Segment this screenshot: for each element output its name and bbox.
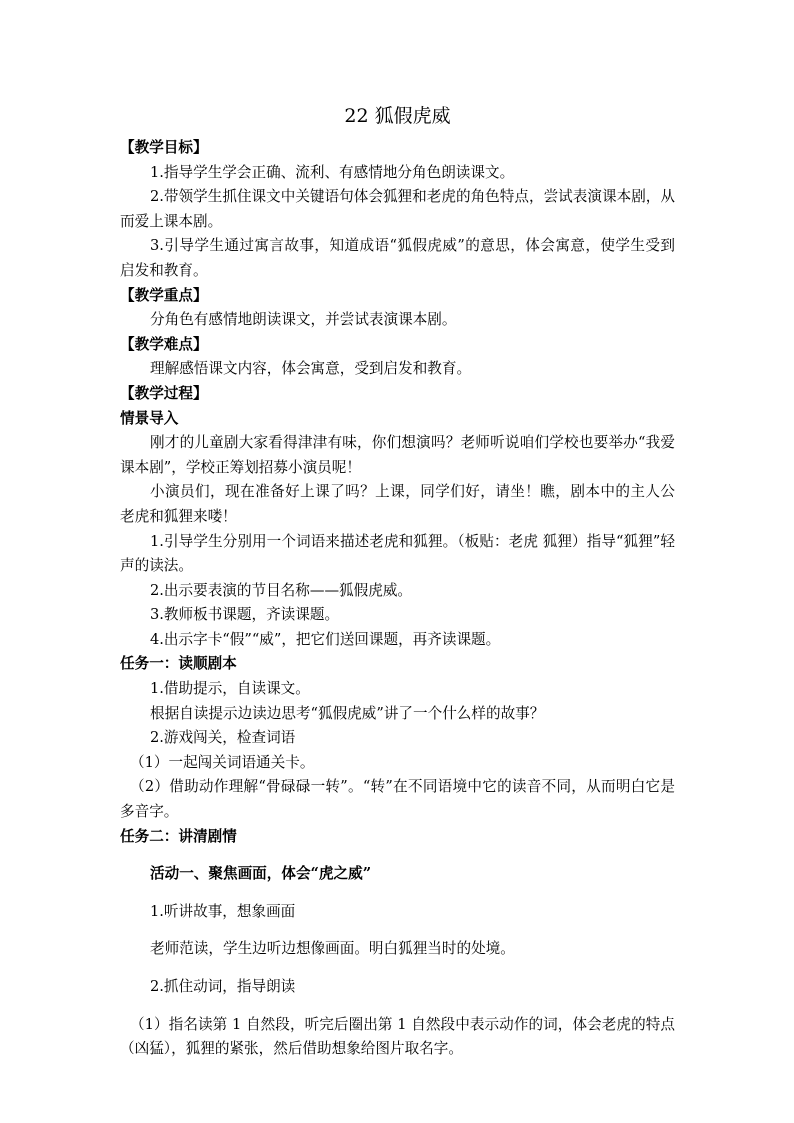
sub-item: （1）一起闯关词语通关卡。 [130,753,315,771]
list-item: 1.借助提示，自读课文。 [150,680,310,698]
intro-heading: 情景导入 [120,409,179,427]
paragraph: 根据自读提示边读边思考“狐假虎威”讲了一个什么样的故事？ [150,704,545,722]
list-item: 1.引导学生分别用一个词语来描述老虎和狐狸。（板贴：老虎 狐狸）指导“狐狸”轻声的读法。 [120,532,675,575]
goal-item: 2.带领学生抓住课文中关键语句体会狐狸和老虎的角色特点，尝试表演课本剧，从而爱上课本剧。 [120,188,675,230]
goal-item: 3.引导学生通过寓言故事，知道成语“狐假虎威”的意思，体会寓意，使学生受到启发和教育。 [120,237,675,279]
goals-heading: 【教学目标】 [120,139,208,156]
paragraph: 刚才的儿童剧大家看得津津有味，你们想演吗？老师听说咱们学校也要举办“我爱课本剧”，学校正筹划招募小演员呢！ [120,434,675,476]
sub-item: （1）指名读第 1 自然段，听完后圈出第 1 自然段中表示动作的词，体会老虎的特点（凶猛），狐狸的紧张，然后借助想象给图片取名字。 [120,1015,675,1058]
sub-item: （2）借助动作理解“骨碌碌一转”。“转”在不同语境中它的读音不同，从而明白它是多音字。 [120,778,675,821]
list-item: 4.出示字卡“假”“威”，把它们送回课题，再齐读课题。 [150,630,501,648]
key-point-heading: 【教学重点】 [120,286,208,304]
page-title: 22 狐假虎威 [344,105,451,127]
task2-heading: 任务二：讲清剧情 [120,827,237,845]
list-item: 3.教师板书课题，齐读课题。 [150,606,340,624]
process-heading: 【教学过程】 [120,384,208,402]
activity-heading: 活动一、聚焦画面，体会“虎之威” [150,865,372,883]
list-item: 2.游戏闯关，检查词语 [150,729,296,747]
goal-item: 1.指导学生学会正确、流利、有感情地分角色朗读课文。 [150,163,515,181]
difficulty-text: 理解感悟课文内容，体会寓意，受到启发和教育。 [150,360,472,378]
key-point-text: 分角色有感情地朗读课文，并尝试表演课本剧。 [150,311,457,329]
document-body [120,104,675,1062]
paragraph: 小演员们，现在准备好上课了吗？上课，同学们好，请坐！瞧，剧本中的主人公老虎和狐狸来喽！ [120,483,675,525]
paragraph: 老师范读，学生边听边想像画面。明白狐狸当时的处境。 [150,940,515,958]
list-item: 2.出示要表演的节目名称——狐假虎威。 [150,581,413,599]
list-item: 1.听讲故事，想象画面 [150,902,296,920]
task1-heading: 任务一：读顺剧本 [120,655,237,673]
list-item: 2.抓住动词，指导朗读 [150,978,296,995]
difficulty-heading: 【教学难点】 [120,335,208,353]
